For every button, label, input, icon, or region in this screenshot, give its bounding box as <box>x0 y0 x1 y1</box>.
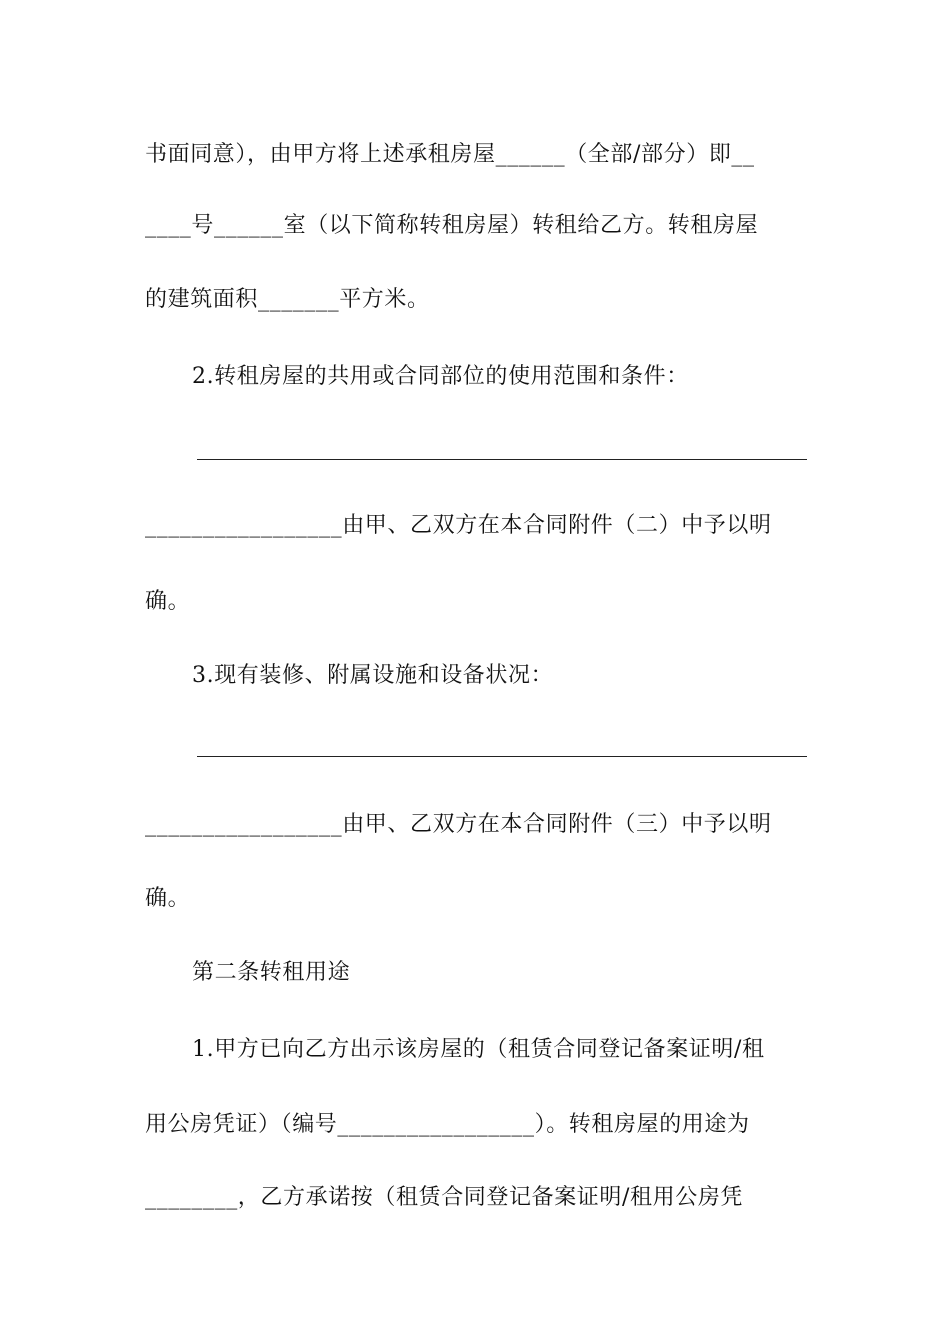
paragraph-line: 确。 <box>145 886 191 911</box>
paragraph-line: 的建筑面积_______平方米。 <box>145 287 430 312</box>
paragraph-line: 用公房凭证）（编号_________________）。转租房屋的用途为 <box>145 1112 750 1137</box>
paragraph-line: 确。 <box>145 589 191 614</box>
paragraph-line: ____号______室（以下简称转租房屋）转租给乙方。转租房屋 <box>145 213 759 238</box>
paragraph-line: _________________由甲、乙双方在本合同附件（三）中予以明 <box>145 812 772 837</box>
paragraph-line: _________________由甲、乙双方在本合同附件（二）中予以明 <box>145 513 772 538</box>
paragraph-line: 书面同意），由甲方将上述承租房屋______（全部/部分）即__ <box>145 142 755 167</box>
fill-in-rule <box>197 756 807 757</box>
fill-in-rule <box>197 459 807 460</box>
clause-item-2: 2.转租房屋的共用或合同部位的使用范围和条件： <box>192 364 689 389</box>
section-heading: 第二条转租用途 <box>192 960 351 985</box>
clause-item-3: 3.现有装修、附属设施和设备状况： <box>192 663 554 688</box>
paragraph-line: ________，乙方承诺按（租赁合同登记备案证明/租用公房凭 <box>145 1185 744 1210</box>
clause-item-1: 1.甲方已向乙方出示该房屋的（租赁合同登记备案证明/租 <box>192 1037 765 1062</box>
